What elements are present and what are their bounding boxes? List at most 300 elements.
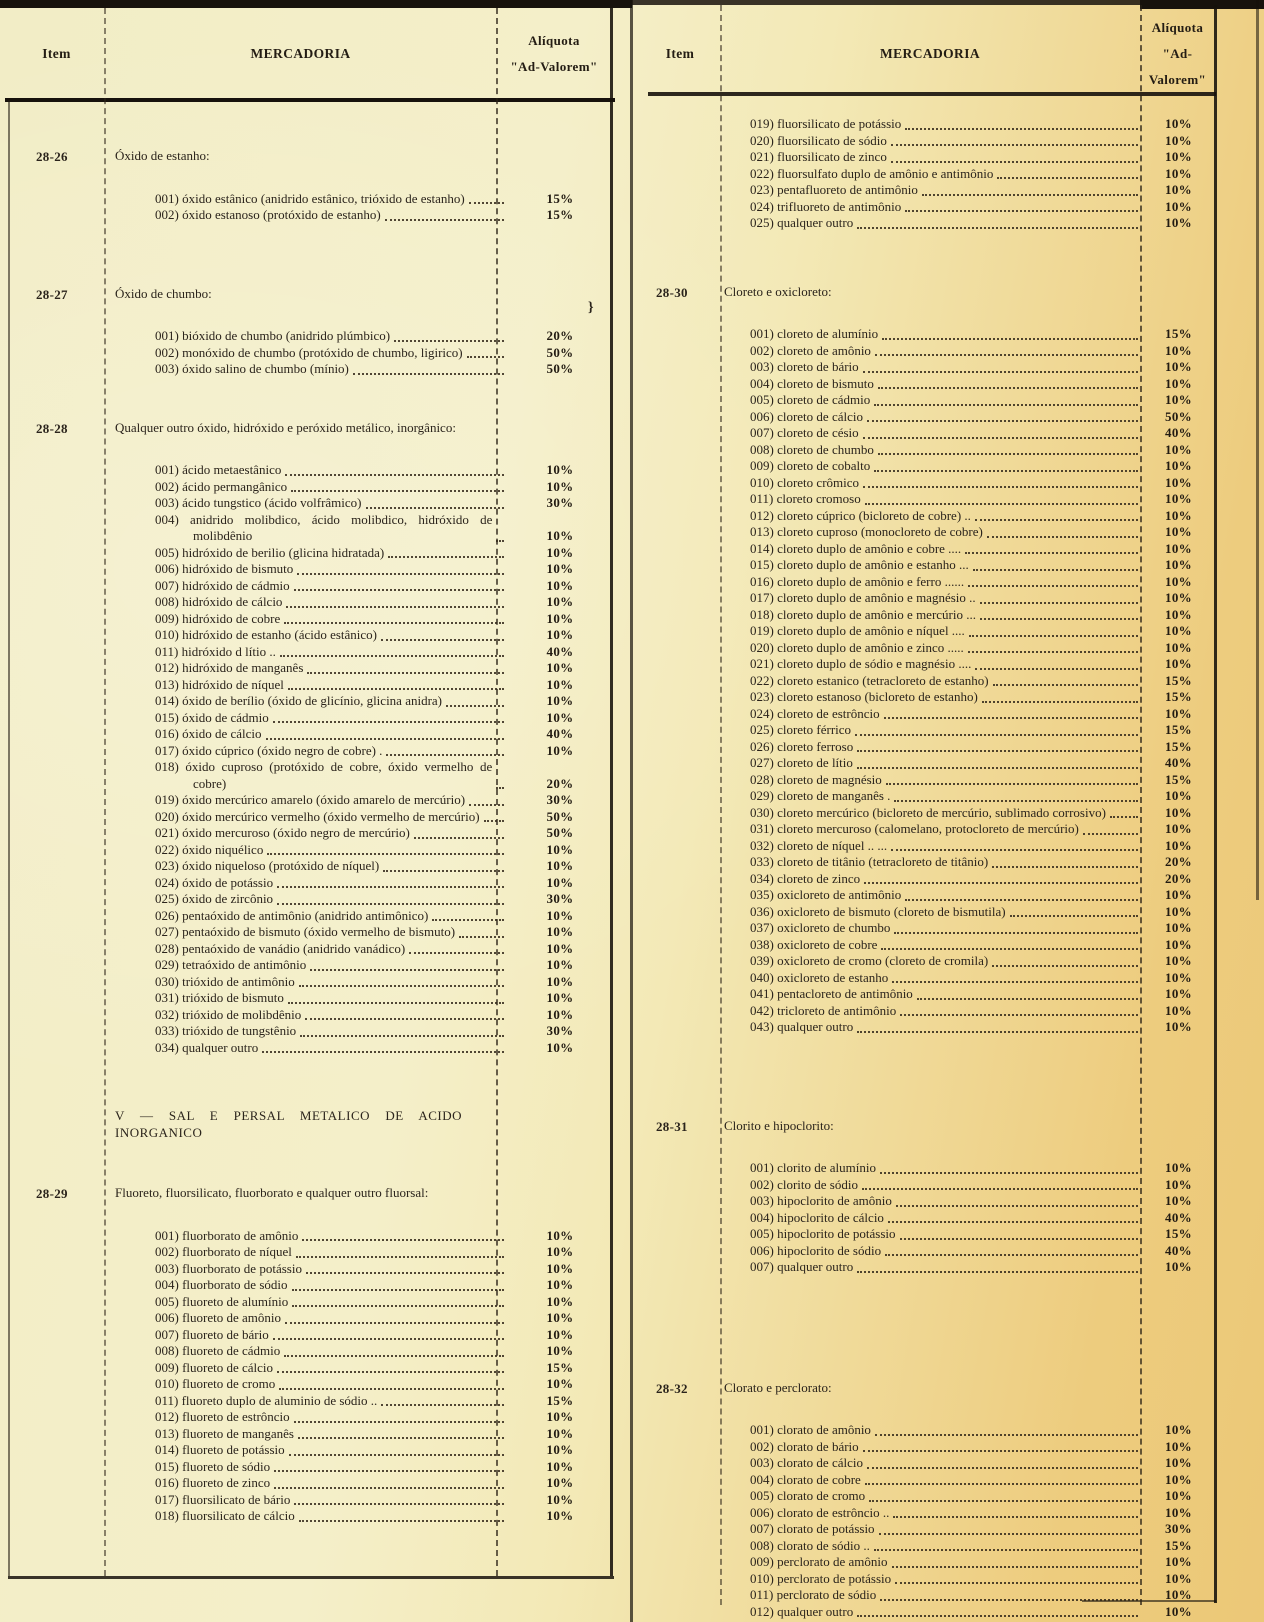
dot-leader bbox=[857, 767, 1138, 769]
aliquota-value: 10% bbox=[546, 1376, 574, 1391]
dot-leader bbox=[446, 705, 504, 707]
table-row bbox=[105, 1261, 612, 1278]
table-row bbox=[105, 561, 612, 578]
dot-leader bbox=[865, 503, 1138, 505]
row-description: 001) ácido metaestânico bbox=[155, 462, 282, 477]
table-row bbox=[720, 1455, 1215, 1472]
table-row bbox=[720, 854, 1215, 871]
aliquota-value: 50% bbox=[1165, 408, 1192, 424]
dot-leader bbox=[299, 1520, 504, 1522]
aliquota-value: 10% bbox=[546, 1425, 574, 1441]
row-description: 033) cloreto de titânio (tetracloreto de titânio) bbox=[750, 854, 989, 869]
table-row bbox=[105, 842, 612, 859]
table-row bbox=[720, 1193, 1215, 1210]
left-header-mercadoria: MERCADORIA bbox=[250, 46, 351, 61]
table-row bbox=[720, 805, 1215, 822]
tariff-section bbox=[8, 1185, 612, 1525]
dot-leader bbox=[366, 507, 505, 509]
dot-leader bbox=[997, 177, 1138, 179]
dot-leader bbox=[875, 1434, 1138, 1436]
aliquota-value: 10% bbox=[546, 1277, 574, 1292]
aliquota-value: 30% bbox=[546, 792, 574, 807]
aliquota-value: 10% bbox=[546, 1227, 574, 1243]
row-description: 022) fluorsulfato duplo de amônio e antimônio bbox=[750, 165, 994, 181]
table-row bbox=[105, 825, 612, 842]
row-description: 017) fluorsilicato de bário bbox=[155, 1491, 291, 1507]
aliquota-value: 10% bbox=[546, 1039, 574, 1055]
aliquota-value: 15% bbox=[546, 207, 574, 222]
item-code: 28-31 bbox=[656, 1118, 688, 1134]
right-header-aliquota bbox=[1140, 15, 1215, 93]
right-table-body bbox=[640, 102, 1215, 1620]
row-description: 015) cloreto duplo de amônio e estanho ... bbox=[750, 557, 969, 572]
aliquota-value: 10% bbox=[1165, 182, 1192, 197]
table-row bbox=[720, 475, 1215, 492]
table-row bbox=[105, 345, 612, 362]
table-row bbox=[720, 904, 1215, 921]
aliquota-value: 10% bbox=[1165, 524, 1192, 539]
table-row bbox=[105, 545, 612, 562]
table-row bbox=[105, 1228, 612, 1245]
table-row bbox=[105, 1426, 612, 1443]
aliquota-value: 10% bbox=[546, 742, 574, 758]
table-row bbox=[720, 491, 1215, 508]
aliquota-value: 10% bbox=[546, 544, 574, 560]
dot-leader bbox=[279, 1388, 504, 1390]
dot-leader bbox=[884, 717, 1138, 719]
table-row bbox=[720, 1243, 1215, 1260]
table-row bbox=[720, 590, 1215, 607]
row-description: 034) qualquer outro bbox=[155, 1039, 259, 1055]
aliquota-value: 10% bbox=[1165, 215, 1192, 230]
table-row bbox=[720, 116, 1215, 133]
aliquota-value: 10% bbox=[546, 1409, 574, 1424]
dot-leader bbox=[277, 886, 504, 888]
table-row bbox=[105, 594, 612, 611]
row-description: 008) clorato de sódio .. bbox=[750, 1537, 870, 1553]
table-row bbox=[720, 1554, 1215, 1571]
row-description: 007) fluoreto de bário bbox=[155, 1326, 269, 1342]
row-description: 040) oxicloreto de estanho bbox=[750, 969, 889, 985]
row-description: 030) cloreto mercúrico (bicloreto de mercúrio, sublimado corrosivo) bbox=[750, 804, 1106, 820]
table-row bbox=[105, 957, 612, 974]
section-entries bbox=[105, 1228, 612, 1525]
row-description: 010) hidróxido de estanho (ácido estânico) bbox=[155, 627, 378, 642]
aliquota-value: 10% bbox=[1165, 392, 1192, 407]
aliquota-value: 15% bbox=[1165, 722, 1192, 737]
dot-leader bbox=[277, 1371, 504, 1373]
table-row bbox=[720, 574, 1215, 591]
row-description: 010) perclorato de potássio bbox=[750, 1570, 892, 1586]
aliquota-value: 15% bbox=[546, 190, 574, 206]
table-row bbox=[105, 726, 612, 743]
row-description: 011) perclorato de sódio bbox=[750, 1587, 877, 1602]
aliquota-value: 10% bbox=[1165, 132, 1192, 148]
table-row bbox=[105, 479, 612, 496]
dot-leader bbox=[280, 655, 504, 657]
row-description: 018) fluorsilicato de cálcio bbox=[155, 1508, 295, 1523]
aliquota-value: 10% bbox=[1165, 986, 1192, 1001]
aliquota-value: 10% bbox=[546, 990, 574, 1005]
dot-leader bbox=[893, 1516, 1138, 1518]
dot-leader bbox=[381, 1404, 504, 1406]
table-row bbox=[720, 1019, 1215, 1036]
dot-leader bbox=[294, 1421, 504, 1423]
aliquota-value: 10% bbox=[546, 924, 574, 939]
row-description: 005) hidróxido de berilio (glicina hidratada) bbox=[155, 544, 385, 560]
row-description: 025) qualquer outro bbox=[750, 215, 854, 230]
row-description: 043) qualquer outro bbox=[750, 1019, 854, 1034]
aliquota-value: 10% bbox=[1165, 165, 1192, 181]
table-row bbox=[105, 1244, 612, 1261]
row-description: 023) pentafluoreto de antimônio bbox=[750, 182, 918, 197]
table-row bbox=[720, 326, 1215, 343]
aliquota-value: 15% bbox=[1165, 326, 1192, 341]
dot-leader bbox=[857, 1271, 1138, 1273]
dot-leader bbox=[863, 486, 1138, 488]
tariff-section bbox=[8, 286, 612, 378]
row-description: 016) óxido de cálcio bbox=[155, 726, 262, 741]
dot-leader bbox=[891, 849, 1138, 851]
dot-leader bbox=[285, 474, 504, 476]
page-right-edge-line bbox=[1256, 0, 1259, 900]
aliquota-value: 10% bbox=[546, 1491, 574, 1507]
aliquota-value: 10% bbox=[1165, 198, 1192, 214]
dot-leader bbox=[973, 569, 1138, 571]
dot-leader bbox=[469, 804, 504, 806]
table-row bbox=[720, 937, 1215, 954]
aliquota-value: 40% bbox=[1165, 1209, 1192, 1225]
row-description: 025) cloreto férrico bbox=[750, 722, 852, 737]
row-description: 019) cloreto duplo de amônio e níquel .... bbox=[750, 623, 965, 638]
aliquota-value: 10% bbox=[1165, 606, 1192, 622]
row-description: 005) cloreto de cádmio bbox=[750, 392, 871, 407]
aliquota-value: 15% bbox=[1165, 672, 1192, 688]
table-row bbox=[720, 953, 1215, 970]
dot-leader bbox=[409, 952, 504, 954]
dot-leader bbox=[895, 1582, 1138, 1584]
table-row bbox=[105, 990, 612, 1007]
aliquota-value: 10% bbox=[1165, 788, 1192, 803]
aliquota-value: 30% bbox=[546, 891, 574, 906]
table-row bbox=[720, 343, 1215, 360]
table-row bbox=[720, 970, 1215, 987]
table-row bbox=[720, 1003, 1215, 1020]
table-row bbox=[105, 1327, 612, 1344]
dot-leader bbox=[888, 1221, 1138, 1223]
table-row bbox=[720, 986, 1215, 1003]
row-description: 031) cloreto mercuroso (calomelano, protocloreto de mercúrio) bbox=[750, 821, 1079, 836]
top-border-right-smudge bbox=[1140, 0, 1264, 9]
dot-leader bbox=[865, 1483, 1138, 1485]
table-row bbox=[720, 182, 1215, 199]
row-description: 012) hidróxido de manganês bbox=[155, 660, 304, 675]
dot-leader bbox=[891, 161, 1138, 163]
row-description: 024) cloreto de estrôncio bbox=[750, 705, 880, 721]
print-artifact: } bbox=[588, 300, 594, 315]
table-row bbox=[105, 462, 612, 479]
item-code bbox=[8, 1106, 105, 1141]
dot-leader bbox=[862, 1188, 1138, 1190]
row-description: 042) tricloreto de antimônio bbox=[750, 1002, 897, 1018]
dot-leader bbox=[262, 1051, 504, 1053]
row-description: 013) cloreto cuproso (monocloreto de cobre) bbox=[750, 524, 983, 539]
dot-leader bbox=[874, 1549, 1138, 1551]
aliquota-value: 40% bbox=[546, 726, 574, 741]
row-description: 029) cloreto de manganês . bbox=[750, 788, 891, 803]
dot-leader bbox=[992, 965, 1138, 967]
dot-leader bbox=[969, 635, 1138, 637]
tariff-section bbox=[8, 148, 612, 224]
dot-leader bbox=[869, 1500, 1138, 1502]
table-row bbox=[720, 706, 1215, 723]
row-description: 007) hidróxido de cádmio bbox=[155, 577, 290, 593]
table-row bbox=[105, 743, 612, 760]
table-row bbox=[105, 1492, 612, 1509]
section-content bbox=[105, 148, 612, 224]
aliquota-value: 10% bbox=[1165, 639, 1192, 655]
table-row bbox=[105, 924, 612, 941]
section-heading: Óxido de estanho: bbox=[115, 148, 210, 163]
aliquota-value: 10% bbox=[546, 1326, 574, 1342]
aliquota-value: 10% bbox=[1165, 458, 1192, 473]
aliquota-value: 10% bbox=[1165, 375, 1192, 391]
aliquota-value: 10% bbox=[1165, 116, 1192, 131]
table-row bbox=[105, 611, 612, 628]
row-description: 014) cloreto duplo de amônio e cobre .... bbox=[750, 540, 962, 556]
table-row bbox=[105, 1409, 612, 1426]
row-description: 007) qualquer outro bbox=[750, 1259, 854, 1274]
section-heading: V — SAL E PERSAL METALICO DE ACIDO INORGANICO bbox=[115, 1108, 462, 1140]
tariff-section bbox=[640, 1118, 1215, 1276]
table-row bbox=[720, 425, 1215, 442]
aliquota-value: 10% bbox=[1165, 149, 1192, 164]
table-row bbox=[720, 1439, 1215, 1456]
aliquota-value: 10% bbox=[1165, 573, 1192, 589]
table-row bbox=[720, 458, 1215, 475]
table-row bbox=[720, 755, 1215, 772]
row-description: 007) clorato de potássio bbox=[750, 1521, 875, 1536]
row-description: 013) hidróxido de níquel bbox=[155, 676, 284, 692]
dot-leader bbox=[266, 738, 505, 740]
dot-leader bbox=[968, 651, 1138, 653]
dot-leader bbox=[294, 1503, 504, 1505]
row-description: 016) fluoreto de zinco bbox=[155, 1475, 271, 1490]
table-row bbox=[720, 1210, 1215, 1227]
aliquota-value: 10% bbox=[1165, 705, 1192, 721]
dot-leader bbox=[882, 338, 1138, 340]
aliquota-value: 10% bbox=[1165, 1554, 1192, 1569]
aliquota-value: 10% bbox=[546, 1293, 574, 1309]
dot-leader bbox=[274, 1487, 504, 1489]
dot-leader bbox=[857, 750, 1138, 752]
item-code: 28-28 bbox=[36, 420, 68, 436]
row-description: 016) cloreto duplo de amônio e ferro ...... bbox=[750, 573, 965, 589]
section-content bbox=[720, 1118, 1215, 1276]
table-row bbox=[105, 891, 612, 908]
dot-leader bbox=[353, 373, 504, 375]
table-row bbox=[720, 524, 1215, 541]
item-code: 28-30 bbox=[656, 284, 688, 300]
dot-leader bbox=[900, 1238, 1138, 1240]
row-description: 034) cloreto de zinco bbox=[750, 870, 861, 886]
aliquota-value: 10% bbox=[1165, 656, 1192, 671]
section-entries bbox=[720, 116, 1215, 232]
right-header-mercadoria: MERCADORIA bbox=[880, 46, 980, 61]
aliquota-value: 10% bbox=[1165, 969, 1192, 985]
aliquota-value: 10% bbox=[1165, 1570, 1192, 1586]
aliquota-value: 10% bbox=[546, 462, 574, 477]
row-description: 037) oxicloreto de chumbo bbox=[750, 920, 891, 935]
aliquota-value: 10% bbox=[546, 1310, 574, 1325]
dot-leader bbox=[496, 787, 504, 789]
tariff-section bbox=[8, 1106, 612, 1141]
aliquota-value: 10% bbox=[1165, 1160, 1192, 1175]
dot-leader bbox=[892, 1566, 1138, 1568]
row-description: 001) bióxido de chumbo (anidrido plúmbico) bbox=[155, 328, 391, 343]
table-row bbox=[720, 1521, 1215, 1538]
table-row bbox=[720, 199, 1215, 216]
dot-leader bbox=[922, 194, 1138, 196]
tariff-section bbox=[8, 420, 612, 1057]
table-row bbox=[720, 689, 1215, 706]
aliquota-value: 10% bbox=[1165, 359, 1192, 374]
row-description: 011) hidróxido d lítio .. bbox=[155, 643, 276, 659]
table-row bbox=[105, 1343, 612, 1360]
table-row bbox=[105, 644, 612, 661]
dot-leader bbox=[894, 800, 1138, 802]
aliquota-value: 20% bbox=[1165, 870, 1192, 886]
dot-leader bbox=[891, 144, 1138, 146]
table-row bbox=[105, 1023, 612, 1040]
table-row bbox=[105, 1459, 612, 1476]
table-row bbox=[720, 1259, 1215, 1276]
dot-leader bbox=[469, 202, 504, 204]
table-row bbox=[105, 941, 612, 958]
section-content bbox=[720, 1380, 1215, 1621]
dot-leader bbox=[383, 870, 504, 872]
row-description: 002) cloreto de amônio bbox=[750, 342, 871, 358]
dot-leader bbox=[905, 210, 1138, 212]
dot-leader bbox=[1083, 833, 1138, 835]
aliquota-value: 20% bbox=[1165, 854, 1192, 869]
row-description: 022) cloreto estanico (tetracloreto de estanho) bbox=[750, 672, 989, 688]
aliquota-value: 10% bbox=[1165, 804, 1192, 820]
center-column-divider bbox=[630, 0, 633, 1622]
row-description: 010) fluoreto de cromo bbox=[155, 1376, 276, 1391]
aliquota-value: 10% bbox=[546, 660, 574, 675]
row-description: 002) óxido estanoso (protóxido de estanho) bbox=[155, 207, 381, 222]
aliquota-value: 15% bbox=[1165, 738, 1192, 754]
table-row bbox=[720, 1505, 1215, 1522]
row-description: 017) óxido cúprico (óxido negro de cobre) . bbox=[155, 742, 383, 758]
row-description: 018) cloreto duplo de amônio e mercúrio ... bbox=[750, 606, 976, 622]
section-content bbox=[720, 284, 1215, 1036]
row-description: 006) hidróxido de bismuto bbox=[155, 561, 294, 576]
aliquota-value: 10% bbox=[1165, 1488, 1192, 1503]
table-row bbox=[105, 578, 612, 595]
dot-leader bbox=[886, 783, 1138, 785]
table-row bbox=[105, 1442, 612, 1459]
row-description: 010) cloreto crômico bbox=[750, 474, 860, 490]
row-description: 028) cloreto de magnésio bbox=[750, 771, 882, 787]
dot-leader bbox=[300, 1035, 504, 1037]
dot-leader bbox=[917, 998, 1138, 1000]
row-description: 029) tetraóxido de antimônio bbox=[155, 957, 307, 972]
table-row bbox=[720, 838, 1215, 855]
section-heading: Qualquer outro óxido, hidróxido e peróxido metálico, inorgânico: bbox=[115, 419, 456, 435]
left-header-aliquota-line1: Alíquota bbox=[528, 33, 580, 48]
aliquota-value: 10% bbox=[1165, 557, 1192, 572]
aliquota-value: 10% bbox=[1165, 1002, 1192, 1018]
row-description: 001) clorito de alumínio bbox=[750, 1160, 877, 1175]
aliquota-value: 10% bbox=[546, 709, 574, 725]
dot-leader bbox=[385, 219, 504, 221]
row-description: 003) cloreto de bário bbox=[750, 359, 859, 374]
table-row bbox=[720, 541, 1215, 558]
section-content bbox=[105, 1106, 612, 1141]
right-header-item: Item bbox=[665, 46, 695, 61]
dot-leader bbox=[298, 1437, 504, 1439]
table-row bbox=[720, 1422, 1215, 1439]
row-description: 008) fluoreto de cádmio bbox=[155, 1343, 281, 1358]
aliquota-value: 10% bbox=[1165, 903, 1192, 919]
row-description: 015) fluoreto de sódio bbox=[155, 1458, 271, 1474]
aliquota-value: 10% bbox=[1165, 1587, 1192, 1602]
dot-leader bbox=[975, 668, 1138, 670]
section-heading: Óxido de chumbo: bbox=[115, 285, 212, 301]
section-content bbox=[105, 286, 612, 378]
aliquota-value: 10% bbox=[546, 1458, 574, 1474]
dot-leader bbox=[292, 1305, 504, 1307]
section-entries bbox=[720, 326, 1215, 1036]
table-row bbox=[720, 508, 1215, 525]
aliquota-value: 10% bbox=[1165, 936, 1192, 952]
row-description: 028) pentaóxido de vanádio (anidrido vanádico) bbox=[155, 940, 406, 956]
row-description: 011) cloreto cromoso bbox=[750, 491, 861, 506]
table-row bbox=[105, 875, 612, 892]
section-entries bbox=[105, 462, 612, 1056]
dot-leader bbox=[863, 371, 1138, 373]
dot-leader bbox=[273, 721, 504, 723]
dot-leader bbox=[875, 354, 1138, 356]
aliquota-value: 30% bbox=[546, 1023, 574, 1038]
item-code: 28-29 bbox=[36, 1186, 68, 1201]
section-content bbox=[720, 116, 1215, 232]
aliquota-value: 10% bbox=[546, 1508, 574, 1523]
row-description: 019) fluorsilicato de potássio bbox=[750, 116, 902, 131]
section-entries bbox=[720, 1422, 1215, 1620]
aliquota-value: 10% bbox=[1165, 540, 1192, 556]
table-row bbox=[720, 149, 1215, 166]
dot-leader bbox=[292, 1289, 504, 1291]
dot-leader bbox=[881, 948, 1138, 950]
table-row bbox=[720, 607, 1215, 624]
aliquota-value: 10% bbox=[1165, 474, 1192, 490]
right-table-header bbox=[640, 10, 1215, 98]
dot-leader bbox=[867, 1467, 1138, 1469]
row-description: 038) oxicloreto de cobre bbox=[750, 936, 878, 952]
dot-leader bbox=[388, 556, 504, 558]
table-row bbox=[720, 920, 1215, 937]
table-row bbox=[720, 376, 1215, 393]
right-header-aliquota-line2: "Ad-Valorem" bbox=[1148, 46, 1207, 87]
dot-leader bbox=[273, 1338, 504, 1340]
row-description: 002) clorito de sódio bbox=[750, 1176, 858, 1192]
dot-leader bbox=[905, 128, 1138, 130]
aliquota-value: 10% bbox=[546, 907, 574, 923]
aliquota-value: 10% bbox=[1165, 1455, 1192, 1470]
